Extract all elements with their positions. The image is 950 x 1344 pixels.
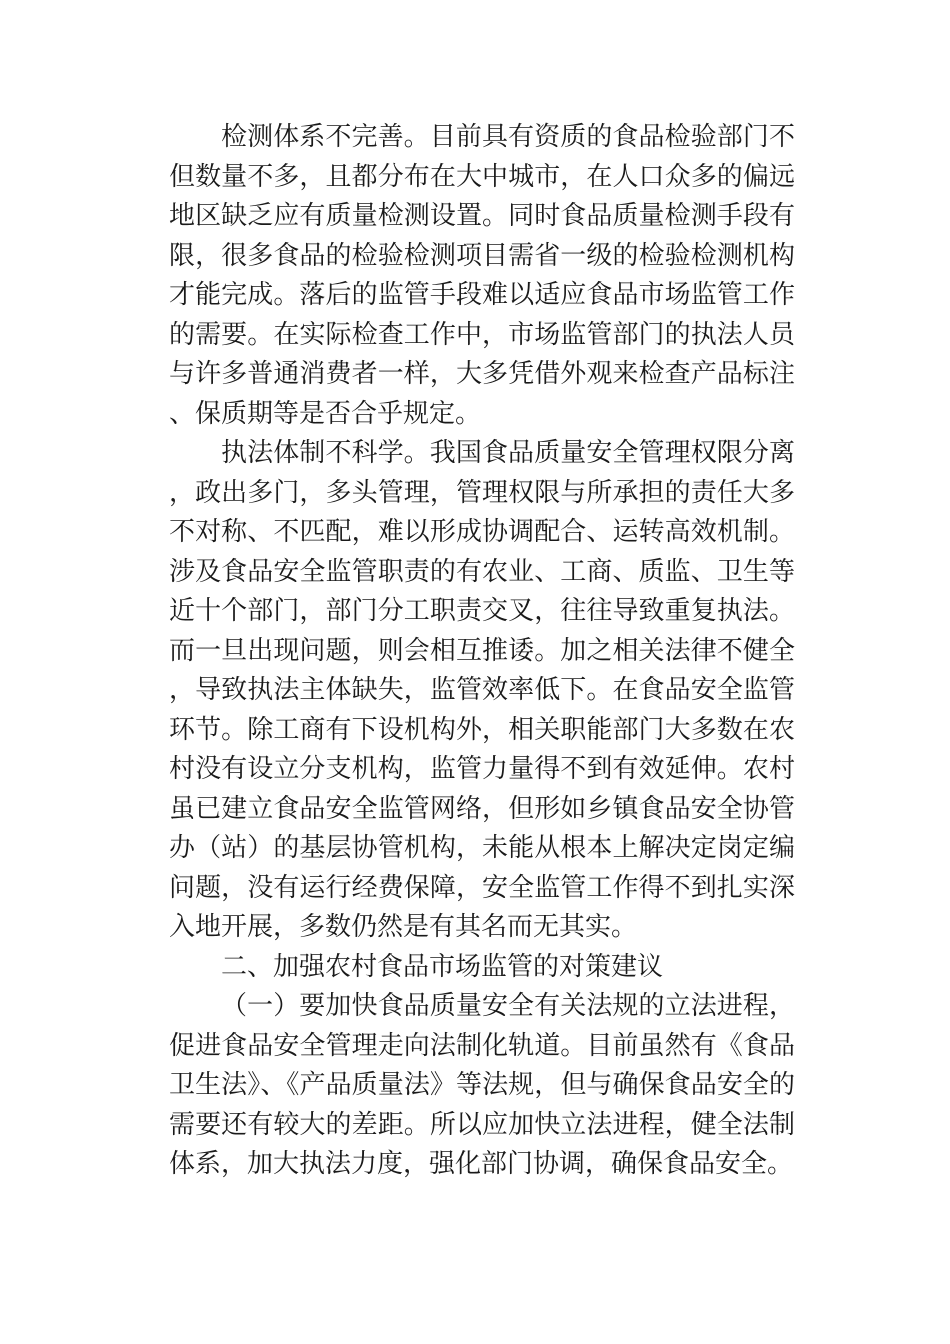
section-heading-countermeasures: 二、加强农村食品市场监管的对策建议 <box>221 951 664 982</box>
document-body <box>169 118 795 1185</box>
paragraph-enforcement-system: 执法体制不科学。我国食品质量安全管理权限分离，政出多门，多头管理，管理权限与所承担的责任大多不对称、不匹配，难以形成协调配合、运转高效机制。涉及食品安全监管职责的有农业、工商、质监、卫生等近十个部门，部门分工职责交叉，往往导致重复执法。而一旦出现问题，则会相互推诿。加之相关法律不健全，导致执法主体缺失，监管效率低下。在食品安全监管环节。除工商有下设机构外，相关职能部门大多数在农村没有设立分支机构，监管力量得不到有效延伸。农村虽已建立食品安全监管网络，但形如乡镇食品安全协管办（站）的基层协管机构，未能从根本上解决定岗定编问题，没有运行经费保障，安全监管工作得不到扎实深入地开展，多数仍然是有其名而无其实。 <box>169 438 795 942</box>
paragraph-detection-system: 检测体系不完善。目前具有资质的食品检验部门不但数量不多，且都分布在大中城市，在人口众多的偏远地区缺乏应有质量检测设置。同时食品质量检测手段有限，很多食品的检验检测项目需省一级的检验检测机构才能完成。落后的监管手段难以适应食品市场监管工作的需要。在实际检查工作中，市场监管部门的执法人员与许多普通消费者一样，大多凭借外观来检查产品标注、保质期等是否合乎规定。 <box>169 122 795 429</box>
paragraph-legislation: （一）要加快食品质量安全有关法规的立法进程，促进食品安全管理走向法制化轨道。目前虽然有《食品卫生法》、《产品质量法》等法规，但与确保食品安全的需要还有较大的差距。所以应加快立法进程，健全法制体系，加大执法力度，强化部门协调，确保食品安全。 <box>169 991 795 1179</box>
